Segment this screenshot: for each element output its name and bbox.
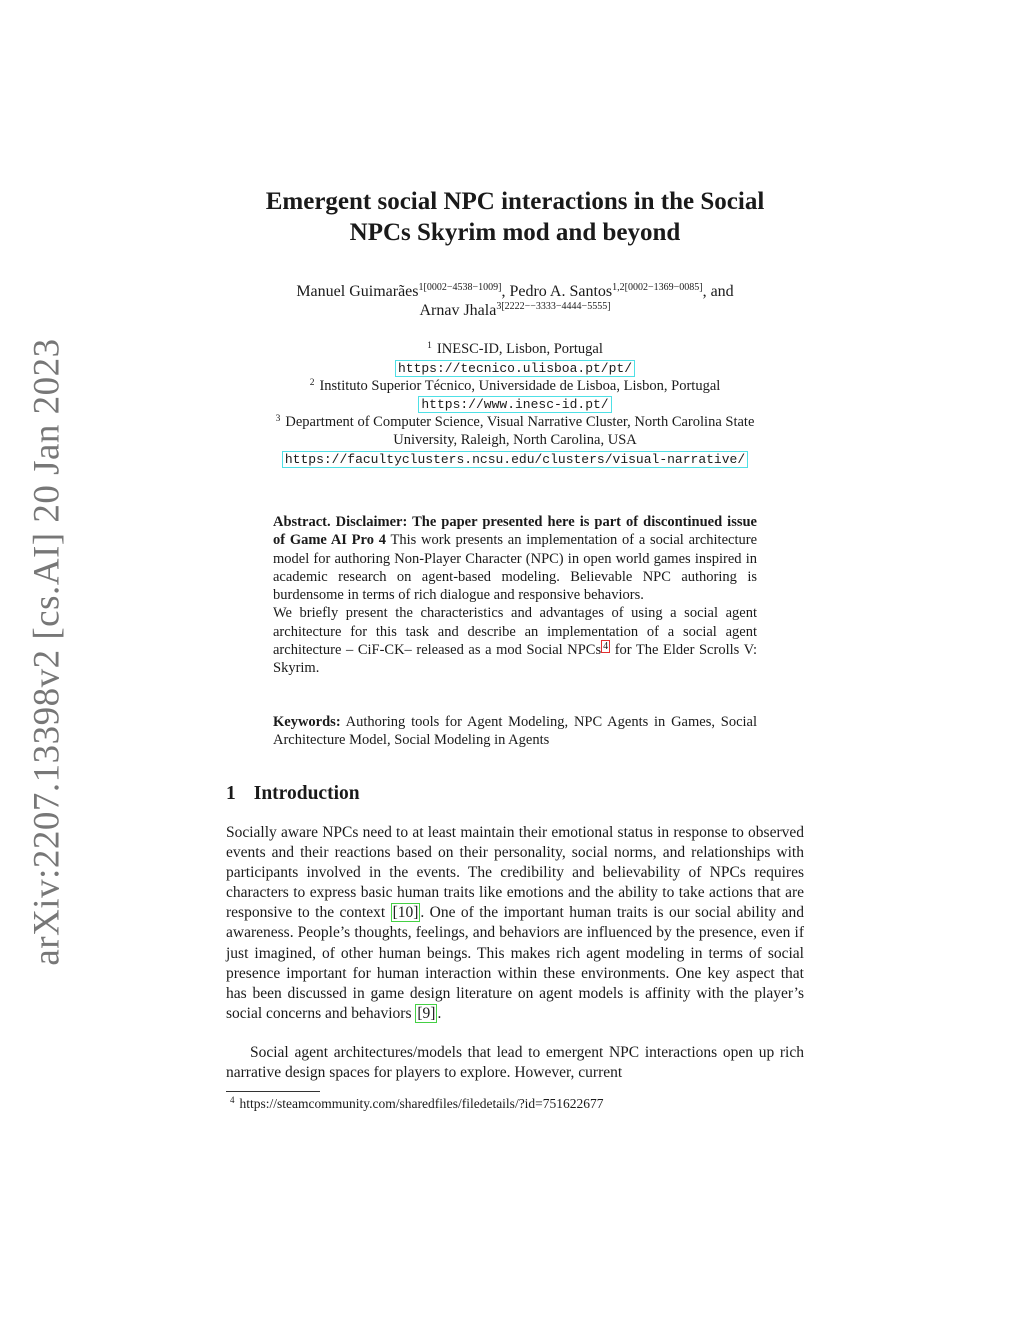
abstract-text-2: We briefly present the characteristics and advantages of using a social agent architecture for this task and describe an implementation of a social agent architecture – CiF-CK– released as a mod Social NPCs bbox=[273, 605, 757, 659]
intro-paragraph-1 bbox=[226, 823, 804, 1024]
intro-text-1: Socially aware NPCs need to at least maintain their emotional status in response to observed events and their reactions based on their personality, social norms, and relationships with participants involved in the events. The credibility and believability of NPCs requires characters to express basic human traits like emotions and the ability to take actions that are responsive to the context bbox=[226, 824, 804, 922]
footnote-number: 4 bbox=[230, 1095, 235, 1105]
footnote-url[interactable]: https://steamcommunity.com/sharedfiles/filedetails/?id=751622677 bbox=[239, 1096, 604, 1111]
section-title: Introduction bbox=[253, 783, 360, 804]
author-line-2 bbox=[230, 301, 800, 320]
abstract-disclaimer: Disclaimer: The paper presented here is part of discontinued issue of Game AI Pro 4 bbox=[273, 514, 757, 549]
author-list bbox=[230, 282, 800, 320]
intro-text-2: . One of the important human traits is our social ability and awareness. People’s thoughts, feelings, and behaviors are influenced by the presence, even if just imagined, of other human beings. This makes rich agent modeling in terms of social presence important for human interaction within these environments. One key aspect that has been discussed in game design literature on agent models is affinity with the player’s social concerns and behaviors bbox=[226, 904, 805, 1022]
affiliation-1-number: 1 bbox=[427, 341, 432, 351]
author-2-name: , Pedro A. Santos bbox=[501, 283, 613, 300]
abstract-text-3: for The Elder Scrolls V: Skyrim. bbox=[273, 642, 758, 677]
footnote-ref-4[interactable]: 4 bbox=[603, 641, 609, 653]
title-line-2: NPCs Skyrim mod and beyond bbox=[349, 219, 681, 246]
affiliation-1 bbox=[200, 340, 830, 359]
citation-9[interactable]: [9] bbox=[417, 1004, 436, 1022]
abstract-paragraph-1 bbox=[273, 513, 757, 604]
abstract-label: Abstract. bbox=[273, 514, 331, 530]
section-heading bbox=[226, 783, 360, 805]
affiliation-3 bbox=[200, 413, 830, 432]
author-1-name: Manuel Guimarães bbox=[296, 283, 419, 300]
affiliation-3-text: Department of Computer Science, Visual Narrative Cluster, North Carolina State bbox=[285, 414, 755, 430]
paper-title bbox=[230, 186, 800, 248]
affiliation-1-link[interactable]: https://tecnico.ulisboa.pt/pt/ bbox=[395, 360, 635, 377]
abstract-text-1: This work presents an implementation of a social architecture model for authoring Non-Player Character (NPC) in open world games inspired in academic research on agent-based modeling. Believable NPC authoring is burdensome in terms of rich dialogue and responsive behaviors. bbox=[273, 532, 758, 604]
keywords-label: Keywords: bbox=[273, 714, 341, 730]
keywords bbox=[273, 713, 757, 750]
intro-text-3: . bbox=[437, 1004, 442, 1022]
author-1-orcid: 1[0002−4538−1009] bbox=[418, 282, 502, 293]
affiliation-1-url[interactable] bbox=[200, 359, 830, 378]
title-line-1: Emergent social NPC interactions in the Social bbox=[265, 188, 765, 215]
section-number: 1 bbox=[226, 783, 236, 804]
affiliation-2 bbox=[200, 377, 830, 396]
affiliation-2-link[interactable]: https://www.inesc-id.pt/ bbox=[418, 396, 611, 413]
affiliation-3-url[interactable] bbox=[200, 450, 830, 469]
affiliation-2-number: 2 bbox=[309, 378, 315, 388]
keywords-text: Authoring tools for Agent Modeling, NPC Agents in Games, Social Architecture Model, Social Modeling in Agents bbox=[273, 714, 758, 749]
abstract bbox=[273, 513, 757, 678]
citation-10[interactable]: [10] bbox=[392, 904, 419, 922]
author-3-name: Arnav Jhala bbox=[419, 302, 497, 319]
affiliation-2-url[interactable] bbox=[200, 395, 830, 414]
footnote-4 bbox=[230, 1096, 604, 1112]
affiliation-3-number: 3 bbox=[275, 414, 281, 424]
affiliation-3-link[interactable]: https://facultyclusters.ncsu.edu/clusters/visual-narrative/ bbox=[282, 451, 748, 468]
author-line-1 bbox=[230, 282, 800, 301]
author-3-orcid: 3[2222−−3333−4444−5555] bbox=[496, 301, 611, 312]
affiliation-2-text: Instituto Superior Técnico, Universidade de Lisboa, Lisbon, Portugal bbox=[319, 378, 721, 394]
affiliation-3-line-2: University, Raleigh, North Carolina, USA bbox=[393, 432, 637, 448]
affiliation-1-text: INESC-ID, Lisbon, Portugal bbox=[436, 341, 603, 357]
arxiv-stamp-text: arXiv:2207.13398v2 [cs.AI] 20 Jan 2023 bbox=[26, 338, 68, 966]
footnote-rule bbox=[226, 1091, 320, 1092]
author-separator: , and bbox=[702, 283, 734, 300]
author-2-orcid: 1,2[0002−1369−0085] bbox=[612, 282, 703, 293]
intro-paragraph-2: Social agent architectures/models that lead to emergent NPC interactions open up rich narrative design spaces for players to explore. However, current bbox=[226, 1044, 804, 1082]
abstract-paragraph-2 bbox=[273, 604, 757, 677]
